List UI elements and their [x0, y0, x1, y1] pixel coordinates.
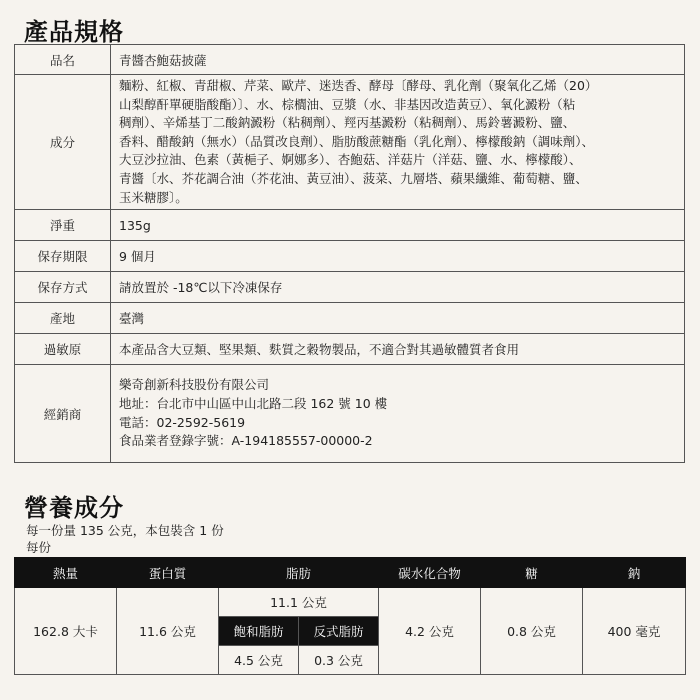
- spec-value: 麵粉、紅椒、青甜椒、芹菜、歐芹、迷迭香、酵母〔酵母、乳化劑（聚氧化乙烯（20） 山梨醇酐單硬脂酸酯）〕、水、棕櫚油、豆漿（水、非基因改造黃豆）、氧化澱粉（粘 稠劑）、辛烯基丁二酸鈉澱粉（粘稠劑）、羥丙基澱粉（粘稠劑）、馬鈴薯澱粉、鹽、 香料、醋酸鈉（無水）（品質改良劑）、脂肪酸蔗糖酯（乳化劑）、檸檬酸鈉（調味劑）、 大豆沙拉油、色素（黃梔子、婀娜多）、杏鮑菇、洋菇片（洋菇、鹽、水、檸檬酸）、 青醬〔水、芥花調合油（芥花油、黃豆油）、菠菜、九層塔、蘋果纖維、葡萄糖、鹽、 玉米糖膠〕。: [111, 75, 685, 210]
- spec-value: 本產品含大豆類、堅果類、麩質之穀物製品，不適合對其過敏體質者食用: [111, 334, 685, 365]
- spec-value: 9 個月: [111, 241, 685, 272]
- saturated-fat-value: 4.5 公克: [219, 646, 299, 675]
- spec-row-origin: [15, 303, 685, 334]
- spec-label: 淨重: [15, 210, 111, 241]
- spec-row-ingredients: [15, 75, 685, 210]
- spec-value: 135g: [111, 210, 685, 241]
- fat-value: 11.1 公克: [219, 588, 379, 617]
- spec-label: 保存期限: [15, 241, 111, 272]
- spec-row-storage: [15, 272, 685, 303]
- spec-label: 保存方式: [15, 272, 111, 303]
- header-protein: 蛋白質: [117, 558, 219, 588]
- spec-label: 品名: [15, 45, 111, 75]
- nutrition-title: 營養成分: [24, 494, 124, 522]
- spec-row-shelf-life: [15, 241, 685, 272]
- nutrition-value-row: [15, 588, 686, 617]
- spec-value: 臺灣: [111, 303, 685, 334]
- product-spec-title: 產品規格: [24, 18, 124, 46]
- header-fat: 脂肪: [219, 558, 379, 588]
- header-trans-fat: 反式脂肪: [299, 617, 379, 646]
- protein-value: 11.6 公克: [117, 588, 219, 675]
- spec-label: 產地: [15, 303, 111, 334]
- serving-size-text: 每一份量 135 公克，本包裝含 1 份: [26, 523, 224, 538]
- product-spec-table: [14, 44, 685, 463]
- header-sodium: 鈉: [583, 558, 686, 588]
- header-carbohydrate: 碳水化合物: [379, 558, 481, 588]
- per-serving-text: 每份: [26, 540, 52, 555]
- header-sugar: 糖: [481, 558, 583, 588]
- calories-value: 162.8 大卡: [15, 588, 117, 675]
- spec-row-allergens: [15, 334, 685, 365]
- spec-value: 青醬杏鮑菇披薩: [111, 45, 685, 75]
- spec-row-net-weight: [15, 210, 685, 241]
- spec-label: 經銷商: [15, 365, 111, 463]
- header-calories: 熱量: [15, 558, 117, 588]
- sodium-value: 400 毫克: [583, 588, 686, 675]
- nutrition-table: [14, 557, 686, 675]
- spec-label: 過敏原: [15, 334, 111, 365]
- sugar-value: 0.8 公克: [481, 588, 583, 675]
- spec-label: 成分: [15, 75, 111, 210]
- header-saturated-fat: 飽和脂肪: [219, 617, 299, 646]
- nutrition-header-row: [15, 558, 686, 588]
- spec-row-distributor: [15, 365, 685, 463]
- spec-value: 樂奇創新科技股份有限公司 地址：台北市中山區中山北路二段 162 號 10 樓 電話：02-2592-5619 食品業者登錄字號：A-194185557-00000-2: [111, 365, 685, 463]
- trans-fat-value: 0.3 公克: [299, 646, 379, 675]
- spec-row-name: [15, 45, 685, 75]
- carbohydrate-value: 4.2 公克: [379, 588, 481, 675]
- spec-value: 請放置於 -18℃以下冷凍保存: [111, 272, 685, 303]
